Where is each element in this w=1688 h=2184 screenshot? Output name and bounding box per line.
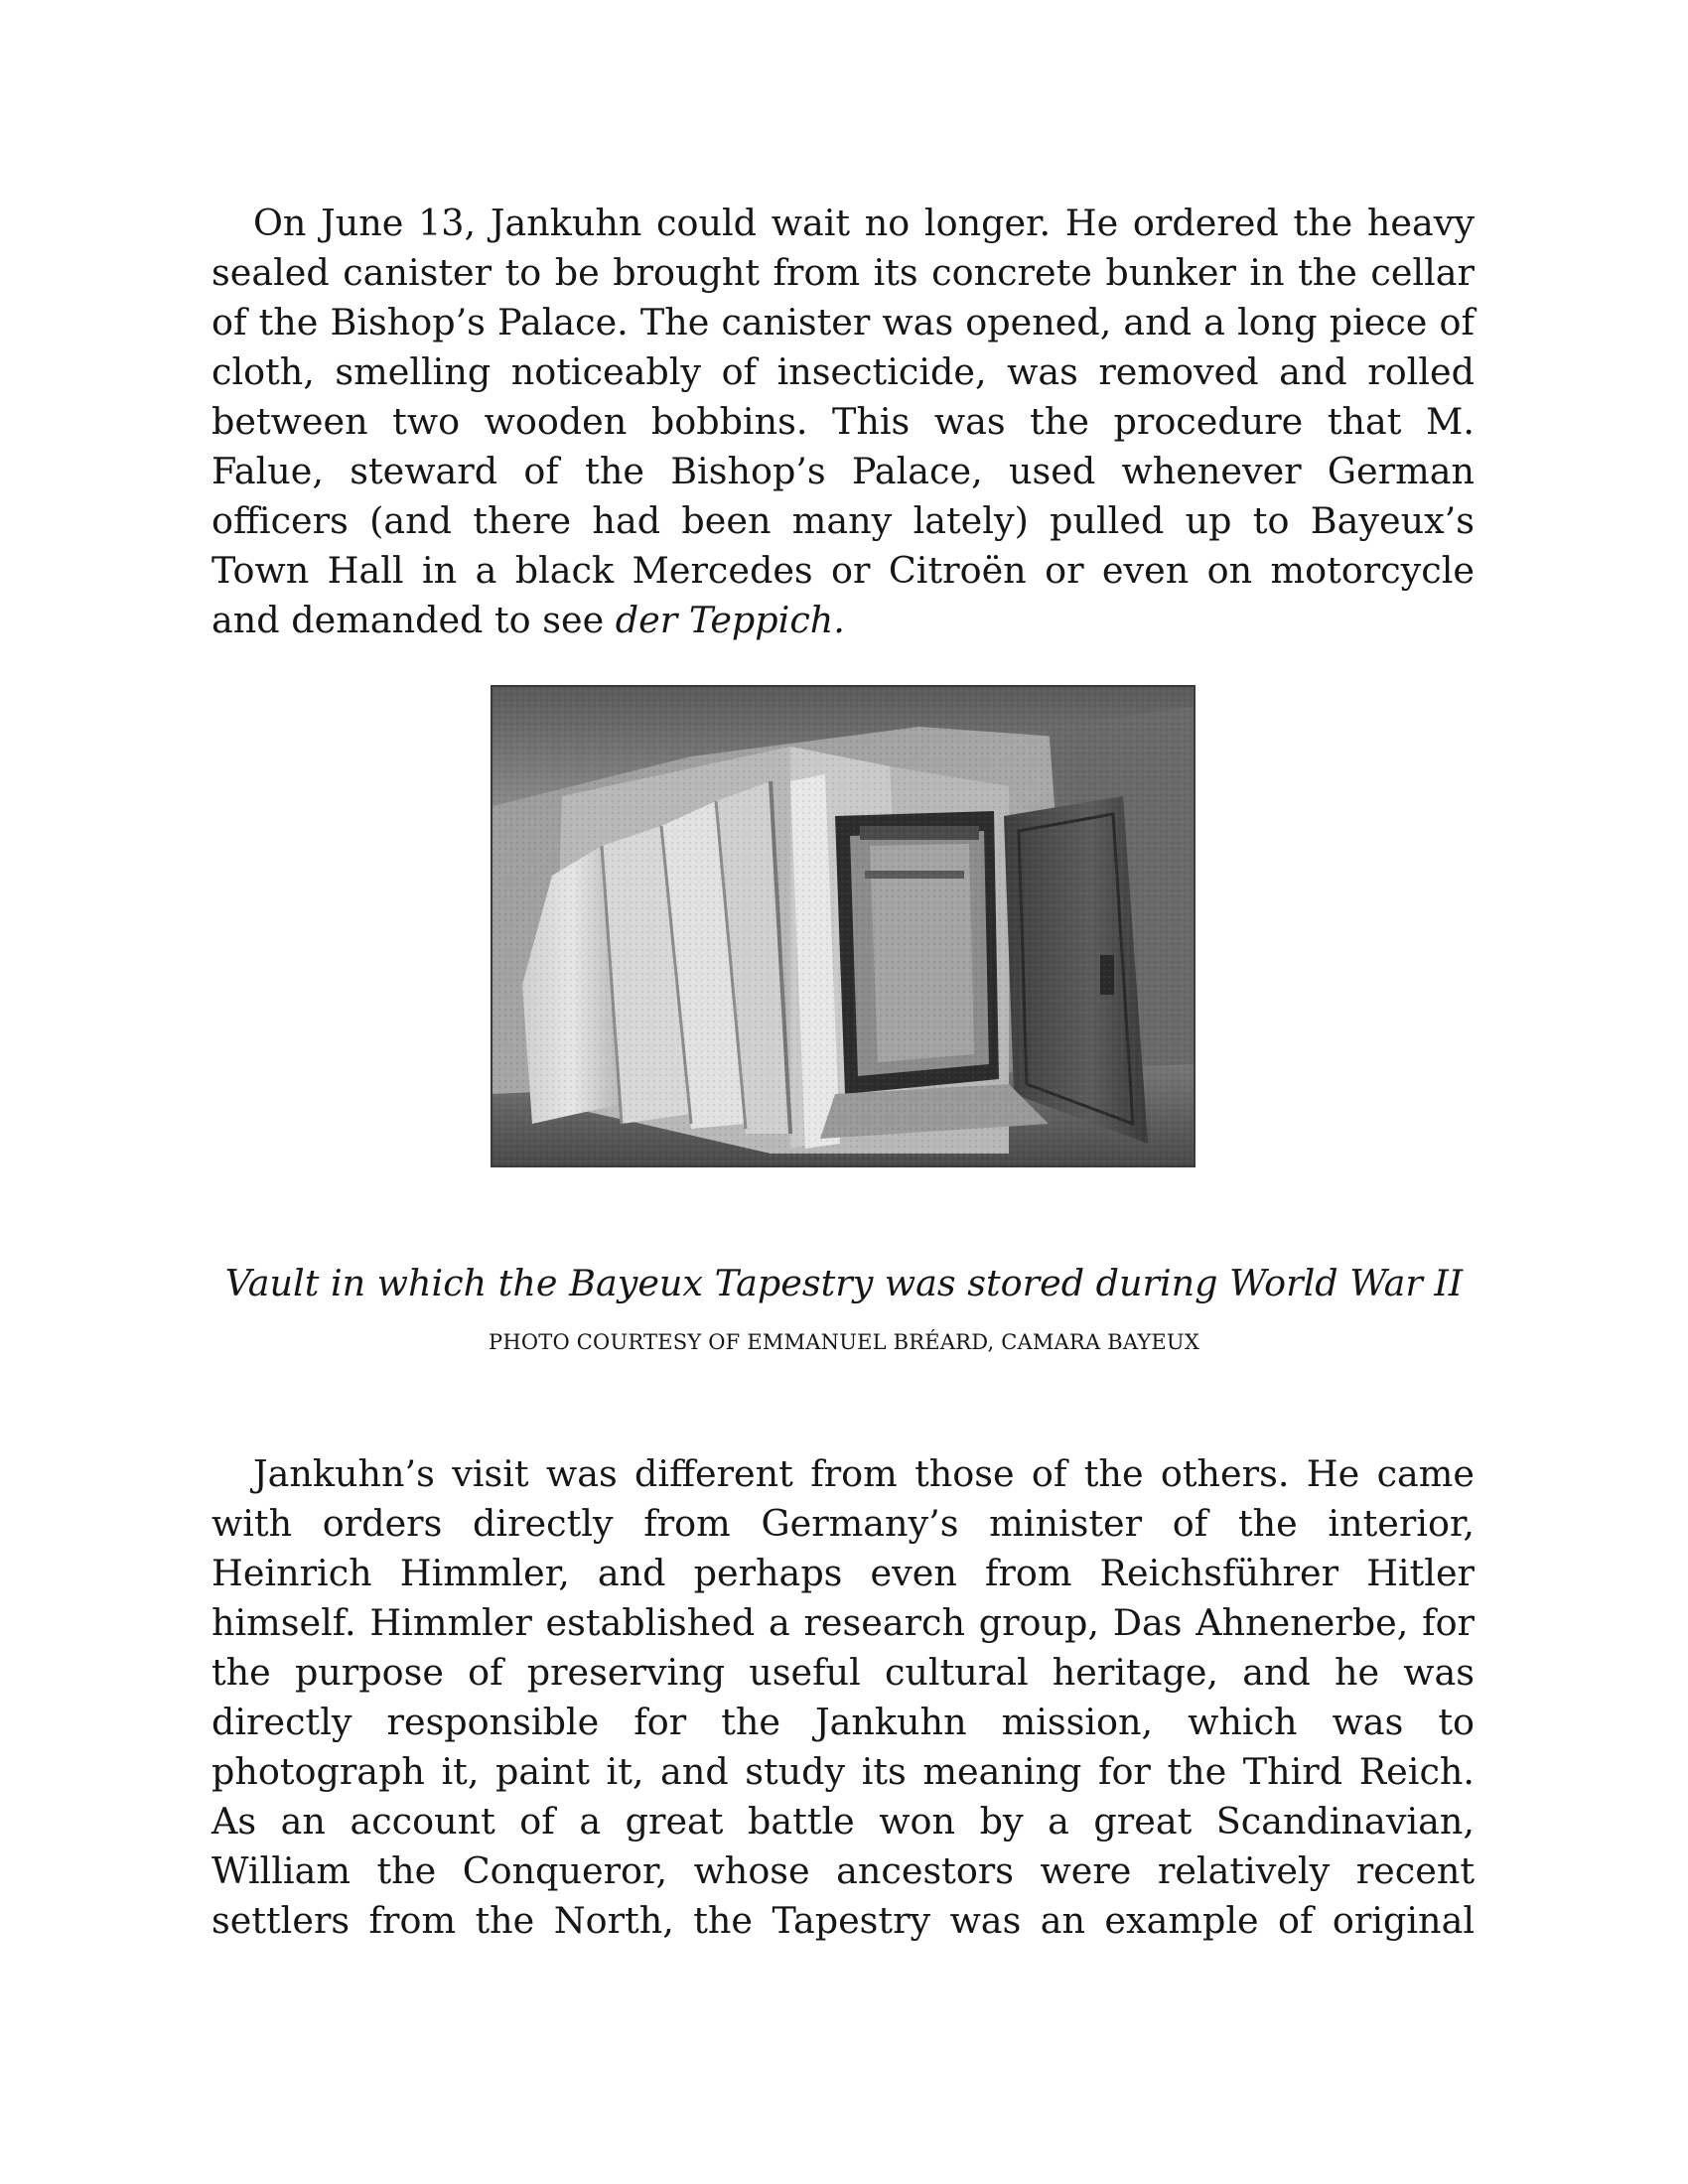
paragraph-2-line: photograph it, paint it, and study its meaning for the Third Reich. (211, 1750, 1475, 1793)
last-line-text: and demanded to see (211, 599, 616, 641)
paragraph-2-line: settlers from the North, the Tapestry was an example of original (211, 1899, 1475, 1942)
paragraph-1-line: cloth, smelling noticeably of insecticide, was removed and rolled (211, 350, 1475, 393)
paragraph-1-line: Town Hall in a black Mercedes or Citroën or even on motorcycle (211, 549, 1475, 592)
vault-photo-image (492, 687, 1194, 1165)
paragraph-2-line: Jankuhn’s visit was different from those of the others. He came (253, 1452, 1475, 1495)
paragraph-1-line: officers (and there had been many lately) pulled up to Bayeux’s (211, 499, 1475, 542)
photo-credit: PHOTO COURTESY OF EMMANUEL BRÉARD, CAMARA BAYEUX (489, 1330, 1199, 1354)
paragraph-1-line: of the Bishop’s Palace. The canister was opened, and a long piece of (211, 301, 1475, 343)
paragraph-2-line: the purpose of preserving useful cultural heritage, and he was (211, 1651, 1475, 1694)
paragraph-2-line: with orders directly from Germany’s minister of the interior, (211, 1502, 1475, 1545)
paragraph-1-line: sealed canister to be brought from its concrete bunker in the cellar (211, 251, 1475, 294)
paragraph-2-line: Heinrich Himmler, and perhaps even from Reichsführer Hitler (211, 1552, 1475, 1594)
paragraph-2 (211, 1449, 1475, 1946)
paragraph-1 (211, 199, 1475, 645)
paragraph-1-line: On June 13, Jankuhn could wait no longer. He ordered the heavy (253, 202, 1475, 244)
paragraph-2-line: As an account of a great battle won by a great Scandinavian, (211, 1800, 1475, 1843)
paragraph-2-line: William the Conqueror, whose ancestors were relatively recent (211, 1849, 1475, 1892)
paragraph-2-line: himself. Himmler established a research group, Das Ahnenerbe, for (211, 1601, 1475, 1644)
figure-caption: Vault in which the Bayeux Tapestry was stored during World War II (224, 1262, 1464, 1304)
paragraph-1-line: between two wooden bobbins. This was the procedure that M. (211, 400, 1475, 443)
paragraph-1-last-line (211, 596, 1475, 645)
italic-term: der Teppich. (615, 599, 845, 641)
paragraph-2-line: directly responsible for the Jankuhn mission, which was to (211, 1701, 1475, 1743)
vault-photograph (491, 685, 1196, 1167)
paragraph-1-line: Falue, steward of the Bishop’s Palace, used whenever German (211, 450, 1475, 492)
